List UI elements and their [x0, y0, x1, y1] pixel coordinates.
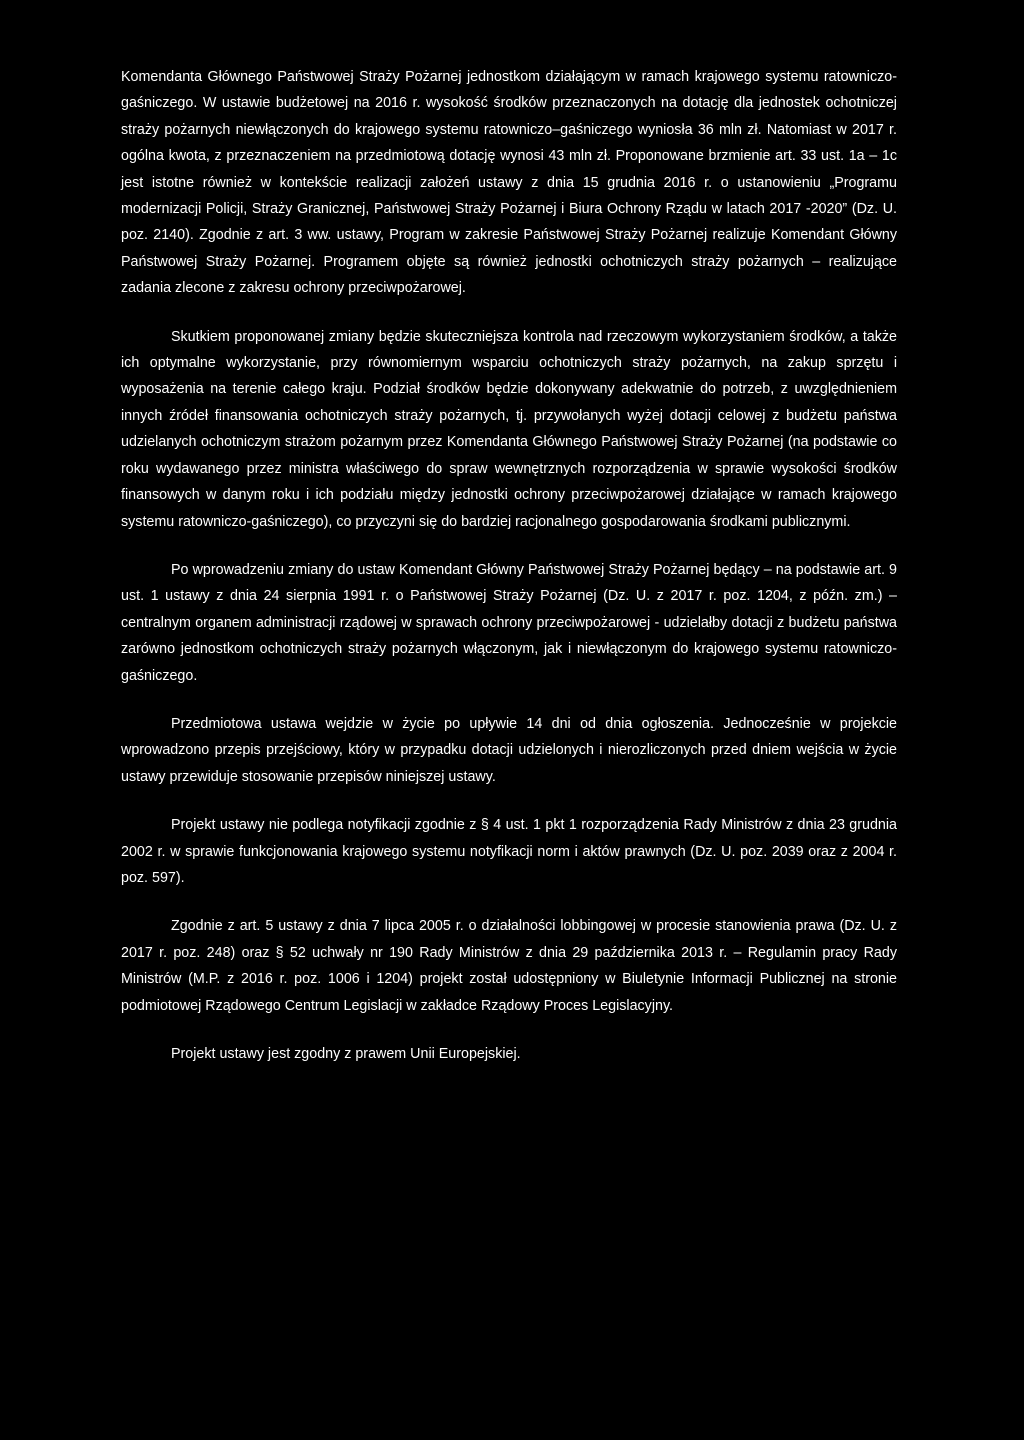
- paragraph-lobbying: Zgodnie z art. 5 ustawy z dnia 7 lipca 2005 r. o działalności lobbingowej w procesie stanowienia prawa (Dz. U. z 2017 r. poz. 248) oraz § 52 uchwały nr 190 Rady Ministrów z dnia 29 października 2013 r. – Regulamin pracy Rady Ministrów (M.P. z 2016 r. poz. 1006 i 1204) projekt został udostępniony w Biuletynie Informacji Publicznej na stronie podmiotowej Rządowego Centrum Legislacji w zakładce Rządowy Proces Legislacyjny.: [121, 918, 897, 1014]
- paragraph-funding-context: Komendanta Głównego Państwowej Straży Pożarnej jednostkom działającym w ramach krajowego systemu ratowniczo-gaśniczego. W ustawie budżetowej na 2016 r. wysokość środków przeznaczonych na dotację dla jednostek ochotniczej straży pożarnych niewłączonych do krajowego systemu ratowniczo–gaśniczego wyniosła 36 mln zł. Natomiast w 2017 r. ogólna kwota, z przeznaczeniem na przedmiotową dotację wynosi 43 mln zł. Proponowane brzmienie art. 33 ust. 1a – 1c jest istotne również w kontekście realizacji założeń ustawy z dnia 15 grudnia 2016 r. o ustanowieniu „Programu modernizacji Policji, Straży Granicznej, Państwowej Straży Pożarnej i Biura Ochrony Rządu w latach 2017 -2020” (Dz. U. poz. 2140). Zgodnie z art. 3 ww. ustawy, Program w zakresie Państwowej Straży Pożarnej realizuje Komendant Główny Państwowej Straży Pożarnej. Programem objęte są również jednostki ochotniczych straży pożarnych – realizujące zadania zlecone z zakresu ochrony przeciwpożarowej.: [121, 69, 897, 297]
- paragraph-notification: Projekt ustawy nie podlega notyfikacji zgodnie z § 4 ust. 1 pkt 1 rozporządzenia Rady Ministrów z dnia 23 grudnia 2002 r. w sprawie funkcjonowania krajowego systemu notyfikacji norm i aktów prawnych (Dz. U. poz. 2039 oraz z 2004 r. poz. 597).: [121, 817, 897, 886]
- document-page: [121, 64, 897, 1067]
- paragraph-eu-compliance: Projekt ustawy jest zgodny z prawem Unii Europejskiej.: [171, 1046, 521, 1062]
- paragraph-effects-of-change: Skutkiem proponowanej zmiany będzie skuteczniejsza kontrola nad rzeczowym wykorzystaniem środków, a także ich optymalne wykorzystanie, przy równomiernym wsparciu ochotniczych straży pożarnych, na zakup sprzętu i wyposażenia na terenie całego kraju. Podział środków będzie dokonywany adekwatnie do potrzeb, z uwzględnieniem innych źródeł finansowania ochotniczych straży pożarnych, tj. przywołanych wyżej dotacji celowej z budżetu państwa udzielanych ochotniczym strażom pożarnym przez Komendanta Głównego Państwowej Straży Pożarnej (na podstawie co roku wydawanego przez ministra właściwego do spraw wewnętrznych rozporządzenia w sprawie wysokości środków finansowych w danym roku i ich podziału między jednostki ochrony przeciwpożarowej działające w ramach krajowego systemu ratowniczo-gaśniczego), co przyczyni się do bardziej racjonalnego gospodarowania środkami publicznymi.: [121, 328, 897, 530]
- paragraph-entry-into-force: Przedmiotowa ustawa wejdzie w życie po upływie 14 dni od dnia ogłoszenia. Jednocześnie w projekcie wprowadzono przepis przejściowy, który w przypadku dotacji udzielonych i nierozliczonych przed dniem wejścia w życie ustawy przewiduje stosowanie przepisów niniejszej ustawy.: [121, 715, 897, 785]
- paragraph-commander-role: Po wprowadzeniu zmiany do ustaw Komendant Główny Państwowej Straży Pożarnej będący – na podstawie art. 9 ust. 1 ustawy z dnia 24 sierpnia 1991 r. o Państwowej Straży Pożarnej (Dz. U. z 2017 r. poz. 1204, z późn. zm.) – centralnym organem administracji rządowej w sprawach ochrony przeciwpożarowej - udzielałby dotacji z budżetu państwa zarówno jednostkom ochotniczych straży pożarnych włączonym, jak i niewłączonym do krajowego systemu ratowniczo-gaśniczego.: [121, 561, 897, 684]
